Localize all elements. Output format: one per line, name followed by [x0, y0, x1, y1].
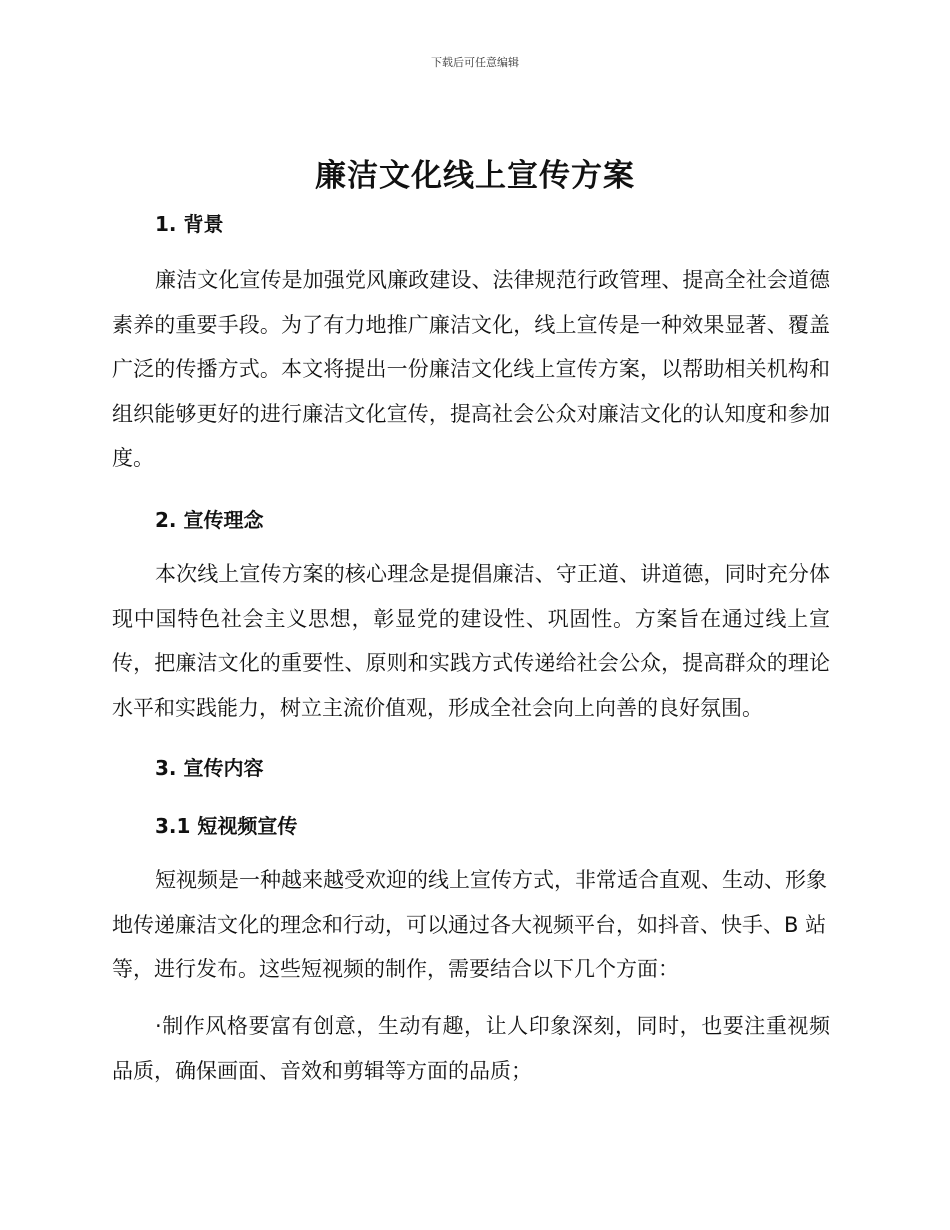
section-heading-content: 3. 宣传内容 — [155, 756, 264, 780]
section-paragraph-background: 廉洁文化宣传是加强党风廉政建设、法律规范行政管理、提高全社会道德素养的重要手段。为了有力地推广廉洁文化，线上宣传是一种效果显著、覆盖广泛的传播方式。本文将提出一份廉洁文化线上宣传方案，以帮助相关机构和组织能够更好的进行廉洁文化宣传，提高社会公众对廉洁文化的认知度和参加度。 — [112, 268, 830, 471]
section-paragraph-short-video: 短视频是一种越来越受欢迎的线上宣传方式，非常适合直观、生动、形象地传递廉洁文化的理念和行动，可以通过各大视频平台，如抖音、快手、B 站等，进行发布。这些短视频的制作，需要结合以下几个方面： — [112, 868, 827, 982]
section-heading-background: 1. 背景 — [155, 212, 224, 236]
section-paragraph-concept: 本次线上宣传方案的核心理念是提倡廉洁、守正道、讲道德，同时充分体现中国特色社会主义思想，彰显党的建设性、巩固性。方案旨在通过线上宣传，把廉洁文化的重要性、原则和实践方式传递给社会公众，提高群众的理论水平和实践能力，树立主流价值观，形成全社会向上向善的良好氛围。 — [112, 562, 830, 720]
section-heading-short-video: 3.1 短视频宣传 — [155, 814, 298, 838]
bullet-item: ·制作风格要富有创意，生动有趣，让人印象深刻，同时，也要注重视频品质，确保画面、音效和剪辑等方面的品质； — [112, 1014, 830, 1083]
section-heading-concept: 2. 宣传理念 — [155, 508, 264, 532]
document-title: 廉洁文化线上宣传方案 — [315, 158, 635, 194]
header-note: 下载后可任意编辑 — [431, 56, 519, 69]
